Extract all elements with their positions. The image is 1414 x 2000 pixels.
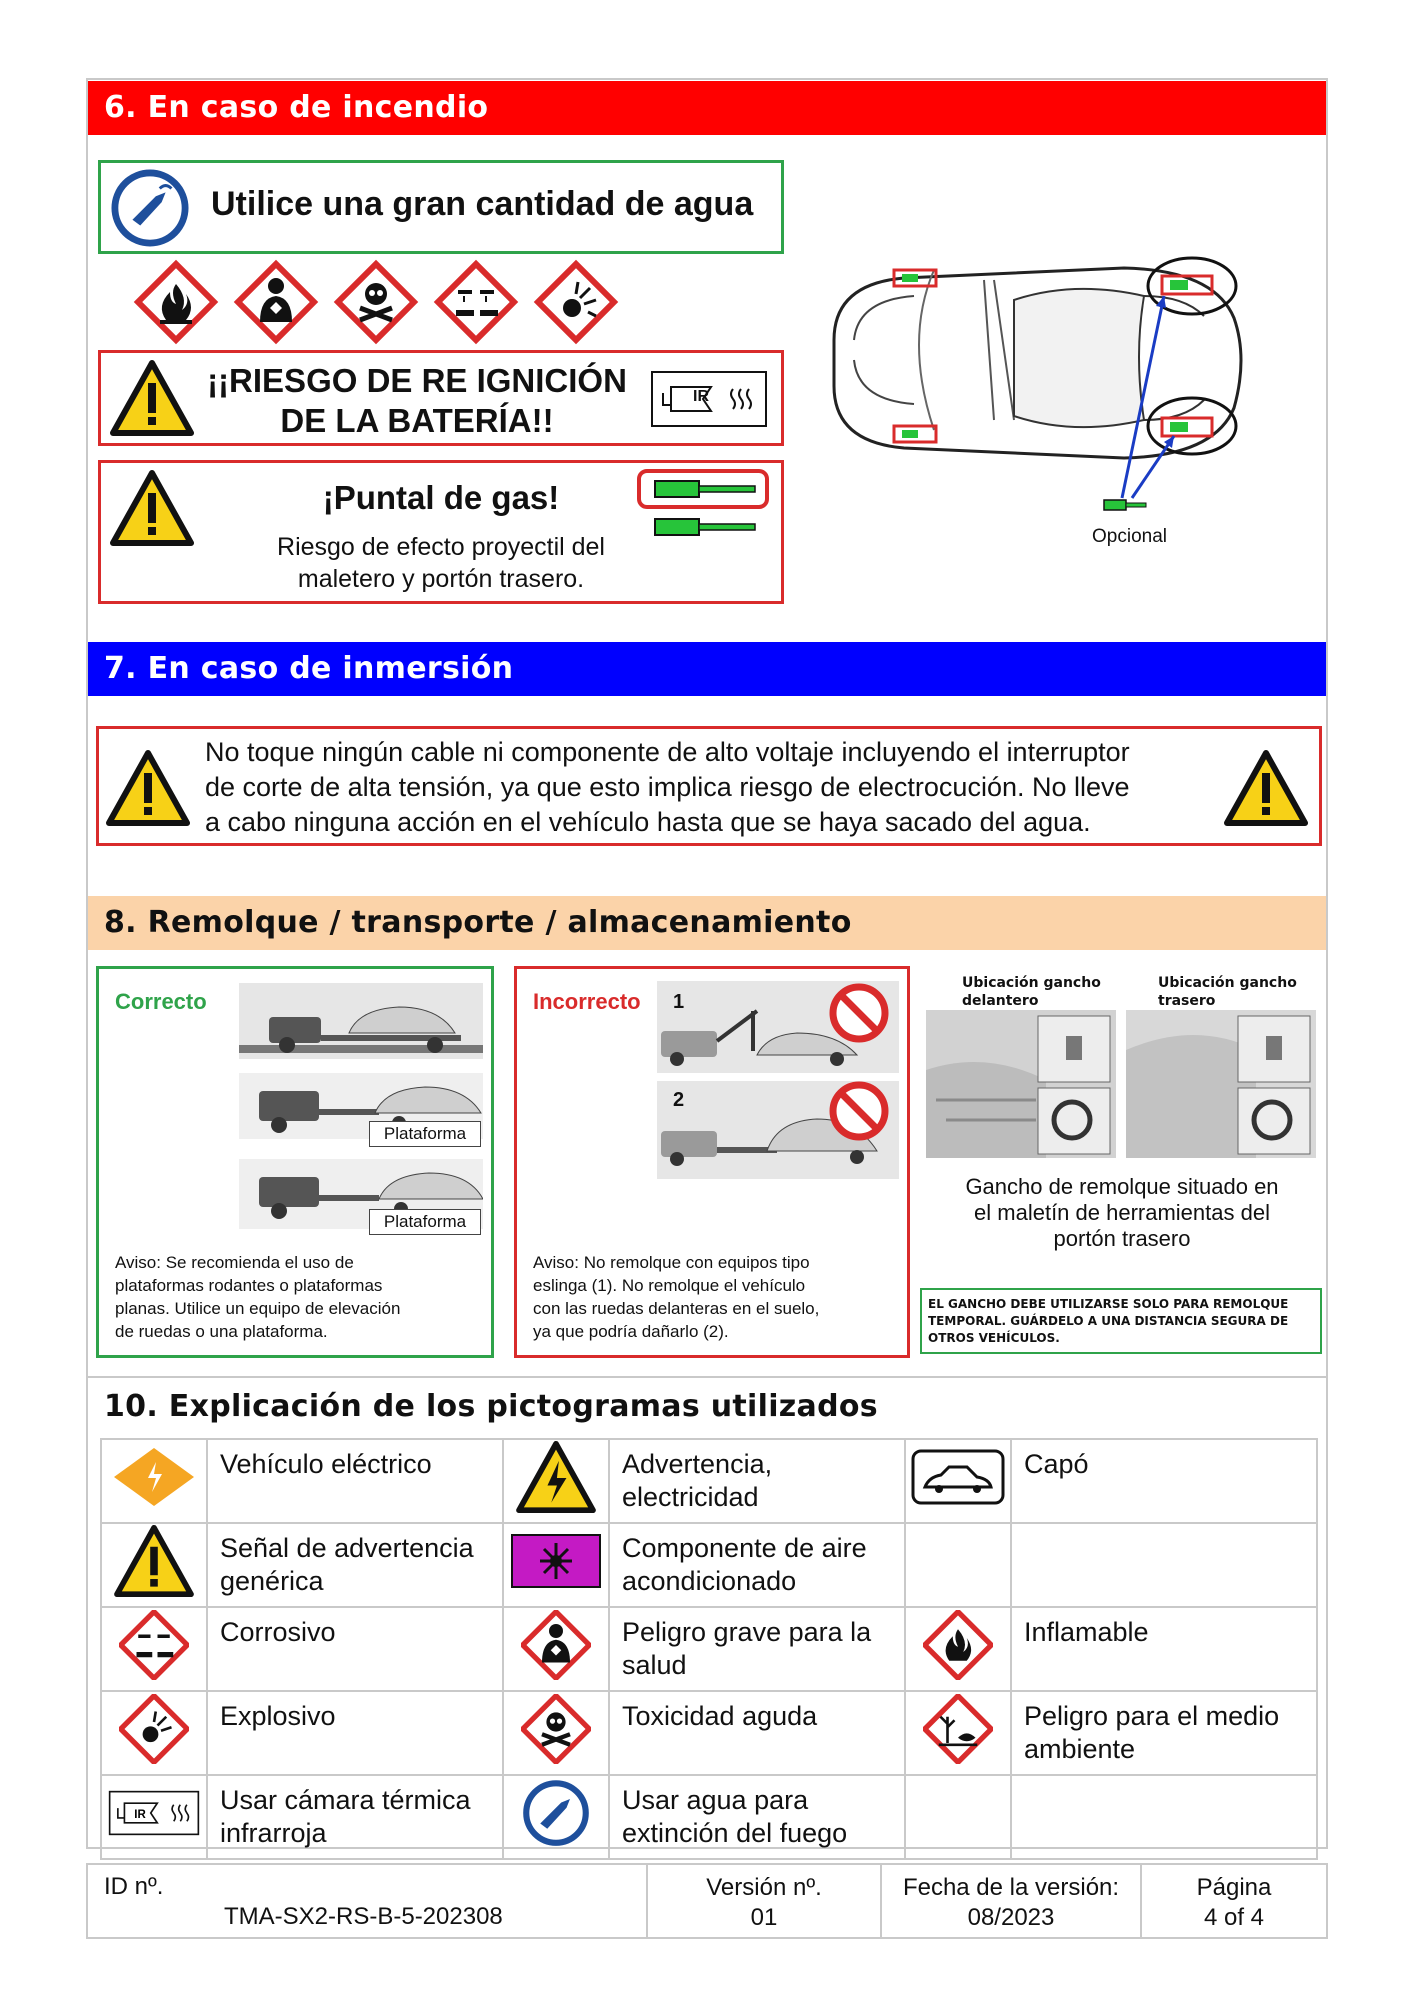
correct-notice-line-4: de ruedas o una plataforma. — [115, 1322, 328, 1341]
platform-label-1: Plataforma — [369, 1121, 481, 1147]
ir-label: IR — [134, 1808, 146, 1821]
table-cell: Usar agua para extinción del fuego — [609, 1775, 905, 1859]
rear-hook-caption — [1158, 974, 1297, 1010]
incorrect-notice-line-4: ya que podría dañarlo (2). — [533, 1322, 729, 1341]
gas-strut-line-1: Riesgo de efecto proyectil del — [277, 533, 605, 561]
table-cell: Peligro grave para la salud — [609, 1607, 905, 1691]
footer-page-cell — [1142, 1865, 1326, 1937]
table-cell-icon — [101, 1523, 207, 1607]
corrosive-icon — [119, 1610, 189, 1680]
table-cell-icon — [101, 1691, 207, 1775]
table-cell: Toxicidad aguda — [609, 1691, 905, 1775]
immersion-line-3: a cabo ninguna acción en el vehículo hasta que se haya sacado del agua. — [205, 807, 1091, 837]
footer-id-value: TMA-SX2-RS-B-5-202308 — [224, 1903, 503, 1930]
battery-warning-text — [197, 361, 637, 441]
use-water-box — [98, 160, 784, 254]
hook-caption-line-1: Gancho de remolque situado en — [965, 1174, 1279, 1199]
hook-notice-line-2: TEMPORAL. GUÁRDELO A UNA DISTANCIA SEGURA DE — [928, 1314, 1289, 1328]
table-row — [101, 1607, 1317, 1691]
platform-label-2: Plataforma — [369, 1209, 481, 1235]
correct-towing-box — [96, 966, 494, 1358]
table-row — [101, 1439, 1317, 1523]
table-cell-icon — [503, 1691, 609, 1775]
ir-label: IR — [693, 388, 709, 405]
incorrect-towing-illustration — [657, 981, 899, 1181]
incorrect-notice — [533, 1251, 903, 1343]
table-cell: Señal de advertencia genérica — [207, 1523, 503, 1607]
table-cell: Capó — [1011, 1439, 1317, 1523]
electric-vehicle-icon — [108, 1442, 200, 1512]
hood-icon — [911, 1449, 1005, 1505]
warning-triangle-icon — [109, 359, 195, 437]
incorrect-notice-line-3: con las ruedas delanteras en el suelo, — [533, 1299, 820, 1318]
warning-triangle-icon — [1223, 749, 1309, 827]
footer-date-value: 08/2023 — [967, 1904, 1055, 1931]
footer-id-cell — [88, 1865, 648, 1937]
explosive-icon — [538, 264, 614, 340]
section-10-header: 10. Explicación de los pictogramas utilizados — [88, 1382, 1326, 1432]
document-footer — [86, 1863, 1328, 1939]
incorrect-label: Incorrecto — [533, 989, 641, 1014]
toxic-skull-icon — [338, 264, 414, 340]
table-cell — [1011, 1523, 1317, 1607]
correct-towing-illustration — [239, 983, 483, 1233]
footer-version-cell — [648, 1865, 882, 1937]
front-hook-line-2: delantero — [962, 993, 1039, 1009]
footer-page-value: 4 of 4 — [1203, 1904, 1265, 1931]
gas-strut-title: ¡Puntal de gas! — [322, 479, 560, 516]
table-cell-icon — [905, 1775, 1011, 1859]
environment-hazard-icon — [923, 1694, 993, 1764]
tow-hook-location-photos — [926, 1010, 1316, 1160]
table-cell-icon — [503, 1607, 609, 1691]
incorrect-number-1: 1 — [673, 991, 685, 1013]
footer-date-cell — [882, 1865, 1142, 1937]
battery-warning-line-1: ¡¡RIESGO DE RE IGNICIÓN — [207, 362, 627, 399]
hook-notice-text — [928, 1296, 1288, 1347]
table-row — [101, 1523, 1317, 1607]
table-cell: Peligro para el medio ambiente — [1011, 1691, 1317, 1775]
section-7-header: 7. En caso de inmersión — [88, 642, 1326, 696]
incorrect-notice-line-2: eslinga (1). No remolque el vehículo — [533, 1276, 806, 1295]
table-cell-icon — [503, 1775, 609, 1859]
gas-strut-description — [241, 531, 641, 595]
correct-label: Correcto — [115, 989, 207, 1014]
table-cell: Advertencia, electricidad — [609, 1439, 905, 1523]
table-cell: Corrosivo — [207, 1607, 503, 1691]
rear-hook-line-1: Ubicación gancho — [1158, 975, 1297, 991]
optional-label: Opcional — [1092, 526, 1167, 547]
table-cell-icon — [101, 1775, 207, 1859]
electricity-warning-icon — [513, 1440, 599, 1514]
toxic-skull-icon — [521, 1694, 591, 1764]
footer-version-label: Versión nº. — [706, 1874, 822, 1901]
table-cell: Usar cámara térmica infrarroja — [207, 1775, 503, 1859]
table-cell-icon — [905, 1439, 1011, 1523]
hook-caption-line-2: el maletín de herramientas del — [974, 1200, 1270, 1225]
footer-id-label: ID nº. — [104, 1873, 164, 1900]
table-cell: Inflamable — [1011, 1607, 1317, 1691]
table-cell: Vehículo eléctrico — [207, 1439, 503, 1523]
table-cell — [1011, 1775, 1317, 1859]
section-6-header: 6. En caso de incendio — [88, 81, 1326, 135]
corrosive-icon — [438, 264, 514, 340]
gas-strut-line-2: maletero y portón trasero. — [297, 565, 585, 593]
table-cell-icon — [905, 1691, 1011, 1775]
front-hook-caption — [962, 974, 1101, 1010]
warning-triangle-icon — [109, 469, 195, 547]
thermal-camera-icon — [651, 371, 767, 427]
table-cell-icon — [905, 1607, 1011, 1691]
footer-date-label: Fecha de la versión: — [902, 1874, 1120, 1901]
immersion-warning-text — [205, 735, 1215, 840]
hazard-diamonds-row — [128, 256, 648, 350]
battery-reignition-box — [98, 350, 784, 446]
flammable-icon — [138, 264, 214, 340]
table-cell: Explosivo — [207, 1691, 503, 1775]
document-page — [86, 78, 1328, 1849]
immersion-warning-box — [96, 726, 1322, 846]
table-cell-icon — [101, 1607, 207, 1691]
gas-strut-box — [98, 460, 784, 604]
incorrect-number-2: 2 — [673, 1089, 685, 1111]
front-hook-line-1: Ubicación gancho — [962, 975, 1101, 991]
table-cell-icon — [905, 1523, 1011, 1607]
section-divider — [88, 1376, 1326, 1378]
incorrect-towing-box — [514, 966, 910, 1358]
table-row — [101, 1691, 1317, 1775]
immersion-line-1: No toque ningún cable ni componente de alto voltaje incluyendo el interruptor — [205, 737, 1130, 767]
hook-notice-line-1: EL GANCHO DEBE UTILIZARSE SOLO PARA REMOLQUE — [928, 1297, 1289, 1311]
footer-page-label: Página — [1196, 1874, 1272, 1901]
table-row — [101, 1775, 1317, 1859]
water-extinguish-icon — [111, 169, 189, 247]
car-top-view-diagram — [814, 240, 1274, 560]
thermal-camera-icon — [108, 1787, 200, 1839]
hook-caption-line-3: portón trasero — [1053, 1226, 1191, 1251]
correct-notice-line-1: Aviso: Se recomienda el uso de — [115, 1253, 354, 1272]
use-water-text: Utilice una gran cantidad de agua — [211, 185, 754, 223]
table-cell: Componente de aire acondicionado — [609, 1523, 905, 1607]
health-hazard-icon — [521, 1610, 591, 1680]
correct-notice-line-2: plataformas rodantes o plataformas — [115, 1276, 383, 1295]
hook-toolkit-caption — [924, 1174, 1320, 1252]
hook-notice-line-3: OTROS VEHÍCULOS. — [928, 1331, 1060, 1345]
immersion-line-2: de corte de alta tensión, ya que esto implica riesgo de electrocución. No lleve — [205, 772, 1130, 802]
correct-notice-line-3: planas. Utilice un equipo de elevación — [115, 1299, 401, 1318]
water-extinguish-icon — [521, 1778, 591, 1848]
generic-warning-icon — [111, 1524, 197, 1598]
table-cell-icon — [503, 1439, 609, 1523]
incorrect-notice-line-1: Aviso: No remolque con equipos tipo — [533, 1253, 810, 1272]
warning-triangle-icon — [105, 749, 191, 827]
hook-notice-box — [920, 1288, 1322, 1354]
table-cell-icon — [503, 1523, 609, 1607]
section-8-header: 8. Remolque / transporte / almacenamiento — [88, 896, 1326, 950]
table-cell-icon — [101, 1439, 207, 1523]
flammable-icon — [923, 1610, 993, 1680]
gas-strut-icon — [635, 467, 775, 547]
battery-warning-line-2: DE LA BATERÍA!! — [280, 402, 554, 439]
rear-hook-line-2: trasero — [1158, 993, 1216, 1009]
pictogram-table — [100, 1438, 1318, 1860]
air-conditioning-icon — [510, 1533, 602, 1589]
footer-version-value: 01 — [750, 1904, 778, 1931]
health-hazard-icon — [238, 264, 314, 340]
explosive-icon — [119, 1694, 189, 1764]
correct-notice — [115, 1251, 485, 1343]
